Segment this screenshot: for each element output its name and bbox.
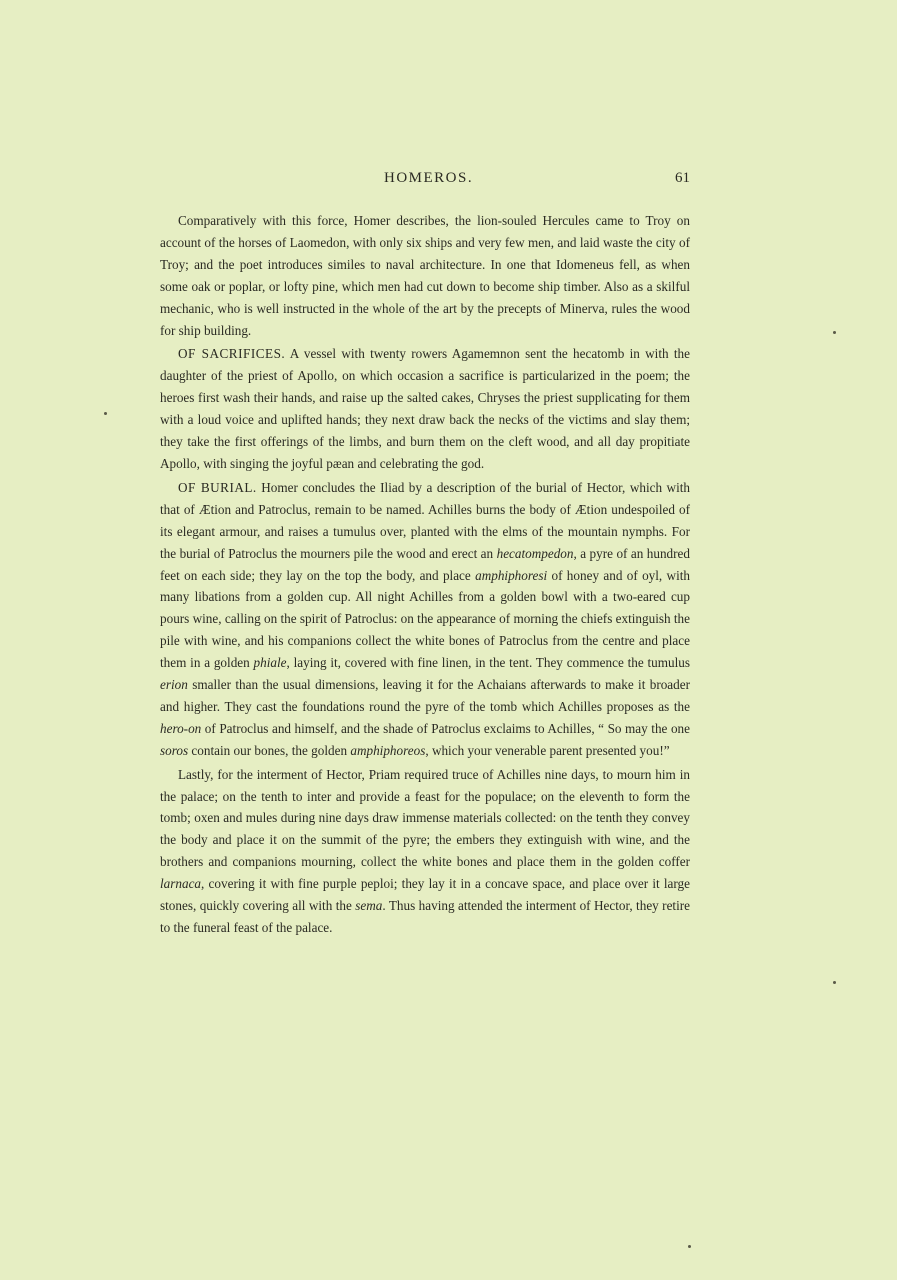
paragraph-text: smaller than the usual dimensions, leaving it for the Achaians afterwards to make it broader and higher. They cast the foundations round the pyre of the tomb which Achilles proposes as the — [160, 677, 690, 714]
section-heading-burial: OF BURIAL. — [178, 479, 257, 495]
paper-speck — [833, 331, 836, 334]
page-header — [160, 170, 690, 192]
paragraph-burial — [160, 477, 690, 762]
paragraph-hector-interment — [160, 764, 690, 939]
paragraph-text: Comparatively with this force, Homer describes, the lion-souled Hercules came to Troy on account of the horses of Laomedon, with only six ships and very few men, and laid waste the city of Troy; and the poet introduces similes to naval architecture. In one that Idomeneus fell, as when some oak or poplar, or lofty pine, which men had cut down to become ship timber. Also as a skilful mechanic, who is well instructed in the whole of the art by the precepts of Minerva, rules the wood for ship building. — [160, 213, 690, 338]
greek-term: erion — [160, 677, 188, 693]
paragraph-text: , laying it, covered with fine linen, in the tent. They commence the tumulus — [286, 655, 690, 671]
paragraph-text: of Patroclus and himself, and the shade of Patroclus exclaims to Achilles, “ So may the one — [201, 720, 690, 736]
running-title: HOMEROS. — [384, 170, 474, 186]
paragraph-text: , which your venerable parent presented you!” — [425, 742, 670, 758]
paper-speck — [833, 981, 836, 984]
section-heading-sacrifices: OF SACRIFICES. — [178, 346, 286, 362]
greek-term: sema — [355, 898, 383, 914]
paragraph-sacrifices — [160, 343, 690, 474]
paragraph-text: Lastly, for the interment of Hector, Priam required truce of Achilles nine days, to mourn him in the palace; on the tenth to inter and provide a feast for the populace; on the eleventh to form the tomb; oxen and mules during nine days draw immense materials collected: on the tenth they convey the body and place it on the summit of the pyre; the embers they extinguish with wine, and the brothers and companions mourning, collect the white bones and place them in the golden coffer — [160, 766, 690, 870]
greek-term: hero-on — [160, 720, 202, 736]
paper-speck — [688, 1245, 691, 1248]
greek-term: phiale — [253, 655, 287, 671]
paragraph-text: A vessel with twenty rowers Agamemnon sent the hecatomb in with the daughter of the priest of Apollo, on which occasion a sacrifice is particularized in the poem; the heroes first wash their hands, and raise up the salted cakes, Chryses the priest supplicating for them with a loud voice and uplifted hands; they next draw back the necks of the victims and slay them; they take the first offerings of the limbs, and burn them on the cleft wood, and all day propitiate Apollo, with singing the joyful pæan and celebrating the god. — [160, 346, 690, 471]
greek-term: soros — [160, 742, 189, 758]
paragraph-text: . Thus having attended the interment of Hector, they retire to the funeral feast of the palace. — [160, 898, 691, 935]
paper-speck — [104, 412, 107, 415]
paragraph-text: Homer concludes the Iliad by a description of the burial of Hector, which with that of Ætion and Patroclus, remain to be named. Achilles burns the body of Ætion undespoiled of its elegant armour, and raises a tumulus over, planted with the elms of the mountain nymphs. For the burial of Patroclus the mourners pile the wood and erect an — [160, 479, 690, 561]
paragraph-text: , covering it with fine purple peploi; they lay it in a concave space, and place over it large stones, quickly covering all with the — [160, 876, 690, 914]
greek-term: hecatompedon — [496, 545, 574, 561]
paragraph-text: of honey and of oyl, with many libations from a golden cup. All night Achilles from a golden bowl with a two-eared cup pours wine, calling on the spirit of Patroclus: on the appearance of morning the chiefs extinguish the pile with wine, and his companions collect the white bones of Patroclus from the centre and place them in a golden — [160, 567, 690, 671]
greek-term: amphiphoreos — [350, 742, 426, 758]
paragraph-text: contain our bones, the golden — [188, 742, 351, 758]
greek-term: larnaca — [160, 876, 202, 892]
paragraph-text: , a pyre of an hundred feet on each side; they lay on the top the body, and place — [160, 545, 690, 583]
body-text — [160, 210, 690, 941]
greek-term: amphiphoresi — [475, 567, 548, 583]
paragraph-hercules-troy — [160, 210, 690, 341]
page-number: 61 — [675, 170, 690, 186]
